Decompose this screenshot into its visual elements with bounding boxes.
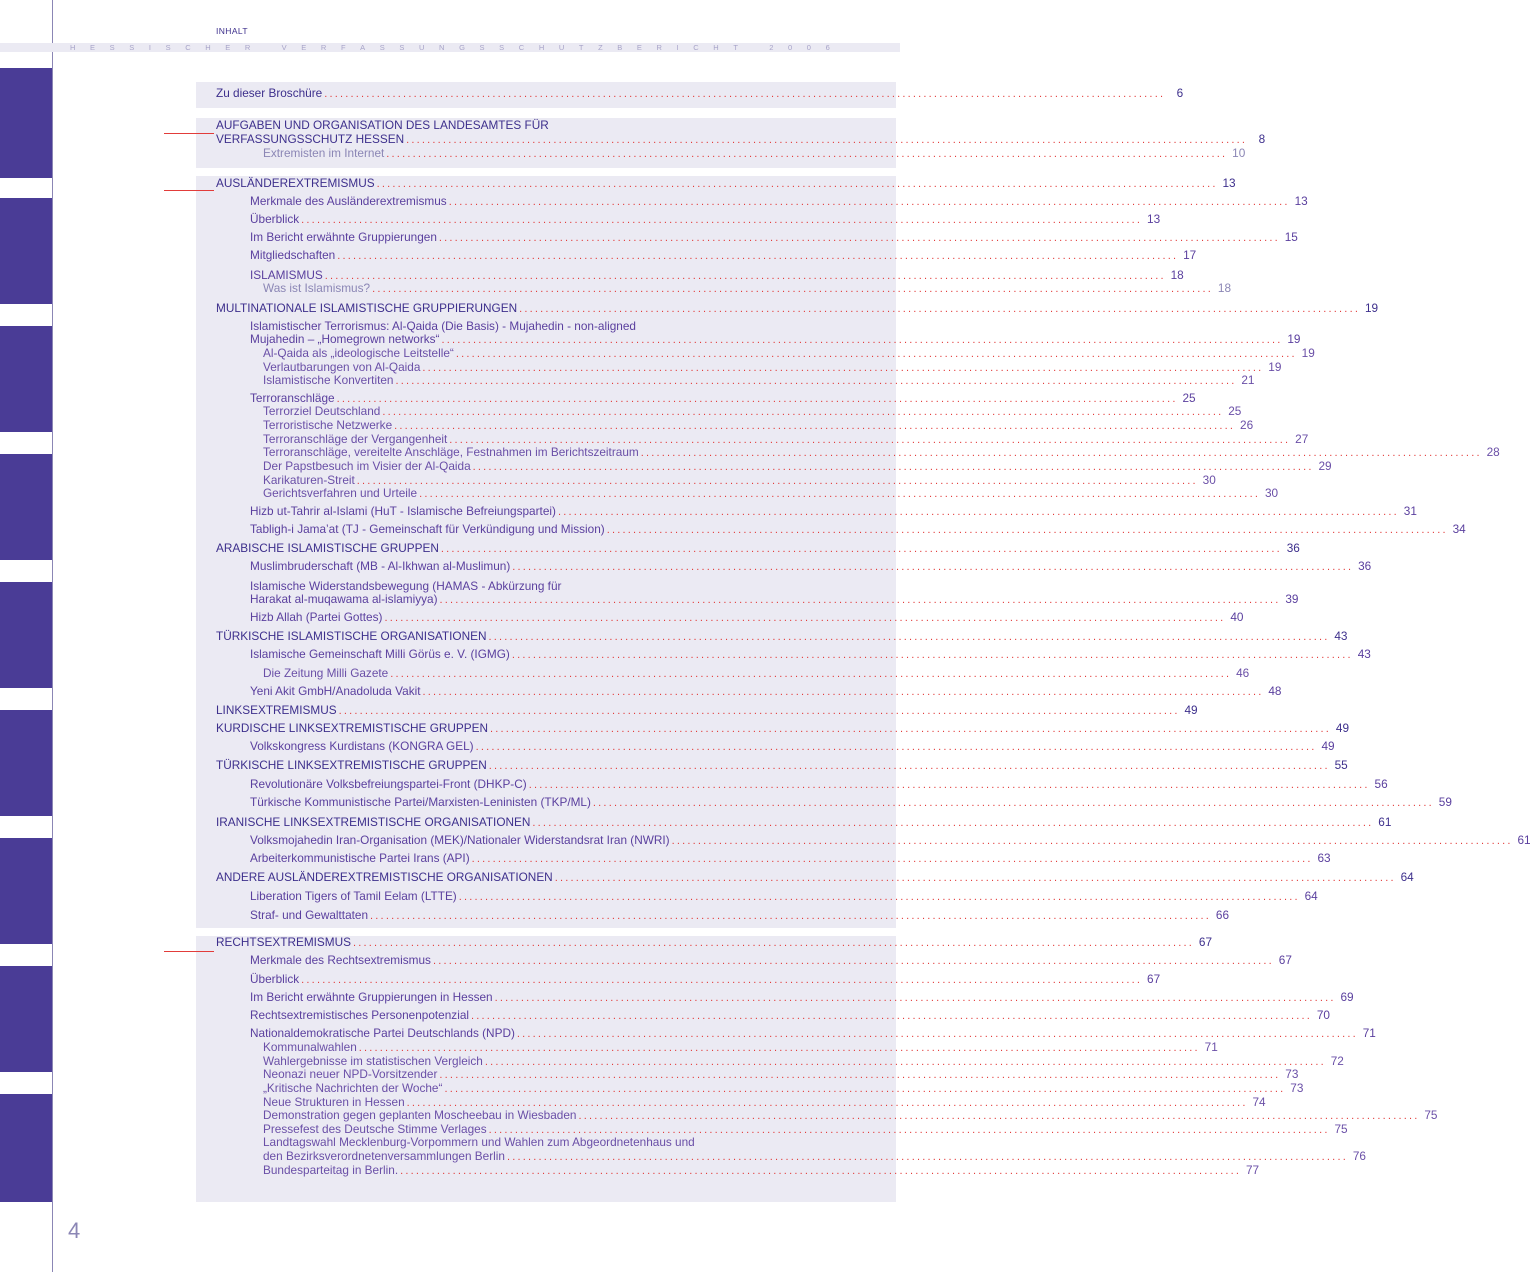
toc-leader-dots: ................................................................................................................................................................ [532, 817, 1374, 829]
toc-entry-title: Harakat al-muqawama al-islamiyya) [250, 592, 438, 606]
toc-entry[interactable] [250, 889, 1318, 904]
toc-entry[interactable] [216, 815, 1392, 830]
toc-entry-title: Straf- und Gewalttaten [250, 908, 369, 922]
toc-entry-title: Merkmale des Rechtsextremismus [250, 953, 431, 967]
toc-leader-dots: ................................................................................................................................................................ [606, 524, 1448, 536]
toc-entry-title: Neue Strukturen in Hessen [263, 1095, 405, 1109]
toc-entry[interactable] [250, 319, 760, 333]
toc-leader-dots: ................................................................................................................................................................ [494, 992, 1336, 1004]
toc-entry-title: Im Bericht erwähnte Gruppierungen [250, 230, 437, 244]
toc-leader-dots: ................................................................................................................................................................ [422, 686, 1264, 698]
toc-entry[interactable] [263, 1040, 1218, 1055]
toc-entry-title: Arbeiterkommunistische Partei Irans (API) [250, 851, 470, 865]
toc-leader-dots: ................................................................................................................................................................ [455, 348, 1297, 360]
toc-leader-dots: ................................................................................................................................................................ [488, 760, 1330, 772]
toc-entry[interactable] [250, 684, 1282, 699]
toc-page-number: 74 [1252, 1095, 1266, 1109]
toc-entry-title: Tabligh-i Jama’at (TJ - Gemeinschaft für Verkündigung und Mission) [250, 522, 605, 536]
toc-page-number: 64 [1304, 889, 1318, 903]
toc-leader-dots: ................................................................................................................................................................ [382, 406, 1224, 418]
toc-entry-title: Die Zeitung Milli Gazete [263, 666, 389, 680]
toc-entry-title: Islamische Gemeinschaft Milli Görüs e. V. (IGMG) [250, 647, 510, 661]
toc-entry[interactable] [263, 418, 1254, 433]
toc-entry-title: RECHTSEXTREMISMUS [216, 935, 352, 949]
toc-entry-title: Islamistische Konvertiten [263, 373, 394, 387]
toc-entry-title: Nationaldemokratische Partei Deutschlands (NPD) [250, 1026, 515, 1040]
toc-leader-dots: ................................................................................................................................................................ [384, 612, 1226, 624]
toc-page-number: 67 [1278, 953, 1292, 967]
toc-leader-dots: ................................................................................................................................................................ [422, 362, 1264, 374]
running-title: H E S S I S C H E R V E R F A S S U N G S S C H U T Z B E R I C H T 2 0 0 6 [70, 43, 830, 52]
toc-entry[interactable] [250, 647, 1371, 662]
toc-entry-title: Revolutionäre Volksbefreiungspartei-Front (DHKP-C) [250, 777, 527, 791]
toc-entry[interactable] [263, 404, 1242, 419]
toc-leader-dots: ................................................................................................................................................................ [432, 955, 1274, 967]
toc-entry[interactable] [250, 833, 1531, 848]
toc-entry-title: Liberation Tigers of Tamil Eelam (LTTE) [250, 889, 457, 903]
toc-page-number: 36 [1286, 541, 1300, 555]
toc-page-number: 6 [1176, 86, 1184, 100]
toc-entry[interactable] [250, 522, 1466, 537]
toc-entry-title: Landtagswahl Mecklenburg-Vorpommern und Wahlen zum Abgeordnetenhaus und [263, 1135, 695, 1149]
toc-entry[interactable] [263, 146, 1246, 161]
toc-entry-title: Was ist Islamismus? [263, 281, 371, 295]
toc-leader-dots: ................................................................................................................................................................ [488, 631, 1330, 643]
toc-entry[interactable] [250, 559, 1372, 574]
page-number: 4 [68, 1218, 81, 1243]
toc-entry[interactable] [263, 486, 1279, 501]
toc-entry-title: Muslimbruderschaft (MB - Al-Ikhwan al-Muslimun) [250, 559, 511, 573]
toc-page-number: 55 [1334, 758, 1348, 772]
toc-page-number: 59 [1438, 795, 1452, 809]
toc-leader-dots: ................................................................................................................................................................ [438, 232, 1280, 244]
toc-leader-dots: ................................................................................................................................................................ [441, 334, 1283, 346]
toc-entry-title: Zu dieser Broschüre [216, 86, 323, 100]
toc-entry[interactable] [216, 758, 1348, 773]
toc-page-number: 27 [1295, 432, 1309, 446]
toc-entry[interactable] [263, 1149, 1366, 1164]
toc-entry-title: „Kritische Nachrichten der Woche“ [263, 1081, 443, 1095]
toc-entry-title: Der Papstbesuch im Visier der Al-Qaida [263, 459, 471, 473]
toc-page-number: 30 [1202, 473, 1216, 487]
toc-page-number: 61 [1378, 815, 1392, 829]
toc-leader-dots: ................................................................................................................................................................ [301, 974, 1143, 986]
toc-entry-title: Volksmojahedin Iran-Organisation (MEK)/Nationaler Widerstandsrat Iran (NWRI) [250, 833, 670, 847]
toc-page-number: 25 [1182, 391, 1196, 405]
toc-page-number: 72 [1330, 1054, 1344, 1068]
toc-entry[interactable] [216, 870, 1414, 885]
toc-page-number: 40 [1230, 610, 1244, 624]
toc-page-number: 15 [1284, 230, 1298, 244]
toc-entry-title: AUSLÄNDEREXTREMISMUS [216, 176, 375, 190]
toc-entry-title: Terroranschläge [250, 391, 335, 405]
toc-entry[interactable] [250, 1026, 1376, 1041]
toc-entry[interactable] [263, 1163, 1260, 1178]
toc-entry[interactable] [216, 721, 1350, 736]
toc-entry-title: Islamistischer Terrorismus: Al-Qaida (Die Basis) - Mujahedin - non-aligned [250, 319, 636, 333]
toc-entry[interactable] [263, 281, 1232, 296]
toc-entry-title: Neonazi neuer NPD-Vorsitzender [263, 1067, 438, 1081]
toc-entry-title: Rechtsextremistisches Personenpotenzial [250, 1008, 470, 1022]
toc-page-number: 75 [1334, 1122, 1348, 1136]
toc-leader-dots: ................................................................................................................................................................ [472, 461, 1314, 473]
toc-entry-title: Terrorziel Deutschland [263, 404, 381, 418]
toc-leader-dots: ................................................................................................................................................................ [439, 1069, 1281, 1081]
toc-page-number: 49 [1184, 703, 1198, 717]
toc-entry-title: ISLAMISMUS [250, 268, 323, 282]
toc-entry[interactable] [263, 373, 1255, 388]
toc-leader-dots: ................................................................................................................................................................ [671, 835, 1513, 847]
toc-page-number: 49 [1335, 721, 1350, 735]
toc-entry-title: Terroristische Netzwerke [263, 418, 393, 432]
toc-leader-dots: ................................................................................................................................................................ [338, 705, 1180, 717]
toc-leader-dots: ................................................................................................................................................................ [440, 543, 1282, 555]
toc-entry-title: Mitgliedschaften [250, 248, 336, 262]
toc-entry-title: Bundesparteitag in Berlin. [263, 1163, 399, 1177]
toc-entry[interactable] [216, 935, 1213, 950]
toc-entry-title: Überblick [250, 212, 300, 226]
toc-leader-dots: ................................................................................................................................................................ [444, 1083, 1286, 1095]
toc-entry-title: Islamische Widerstandsbewegung (HAMAS - Abkürzung für [250, 579, 562, 593]
toc-entry-title: KURDISCHE LINKSEXTREMISTISCHE GRUPPEN [216, 721, 489, 735]
toc-entry-title: TÜRKISCHE LINKSEXTREMISTISCHE GRUPPEN [216, 758, 487, 772]
toc-page-number: 64 [1400, 870, 1414, 884]
toc-entry-title: Hizb ut-Tahrir al-Islami (HuT - Islamische Befreiungspartei) [250, 504, 556, 518]
toc-leader-dots: ................................................................................................................................................................ [519, 303, 1361, 315]
toc-entry[interactable] [250, 990, 1354, 1005]
toc-entry[interactable] [250, 248, 1197, 263]
toc-leader-dots: ................................................................................................................................................................ [358, 1042, 1200, 1054]
toc-entry[interactable] [250, 610, 1244, 625]
toc-page-number: 46 [1236, 666, 1250, 680]
toc-page-number: 19 [1287, 332, 1301, 346]
toc-entry-title: Überblick [250, 972, 300, 986]
toc-page-number: 21 [1241, 373, 1255, 387]
toc-leader-dots: ................................................................................................................................................................ [640, 447, 1482, 459]
toc-entry-title: Terroranschläge, vereitelte Anschläge, Festnahmen im Berichtszeitraum [263, 445, 639, 459]
toc-leader-dots: ................................................................................................................................................................ [372, 283, 1214, 295]
toc-leader-dots: ................................................................................................................................................................ [557, 506, 1399, 518]
toc-page-number: 29 [1318, 459, 1332, 473]
toc-leader-dots: ................................................................................................................................................................ [511, 649, 1353, 661]
toc-page-number: 34 [1452, 522, 1466, 536]
toc-entry[interactable] [250, 579, 760, 593]
toc-entry-title: Kommunalwahlen [263, 1040, 357, 1054]
toc-leader-dots: ................................................................................................................................................................ [475, 741, 1317, 753]
toc-leader-dots: ................................................................................................................................................................ [448, 196, 1290, 208]
toc-page-number: 18 [1217, 281, 1232, 295]
toc-leader-dots: ................................................................................................................................................................ [506, 1151, 1348, 1163]
toc-entry-title: Volkskongress Kurdistans (KONGRA GEL) [250, 739, 474, 753]
toc-page-number: 13 [1222, 176, 1236, 190]
toc-entry[interactable] [250, 972, 1161, 987]
toc-entry-title: MULTINATIONALE ISLAMISTISCHE GRUPPIERUNGEN [216, 301, 518, 315]
toc-entry[interactable] [263, 1135, 760, 1149]
toc-entry[interactable] [250, 795, 1452, 810]
toc-entry-title: Wahlergebnisse im statistischen Vergleich [263, 1054, 483, 1068]
toc-entry[interactable] [216, 176, 1236, 191]
toc-leader-dots: ................................................................................................................................................................ [406, 1097, 1248, 1109]
toc-entry[interactable] [263, 1067, 1299, 1082]
toc-entry[interactable] [250, 953, 1292, 968]
toc-page-number: 67 [1147, 972, 1161, 986]
toc-entry-title: ANDERE AUSLÄNDEREXTREMISTISCHE ORGANISATIONEN [216, 870, 553, 884]
toc-page-number: 76 [1352, 1149, 1366, 1163]
toc-leader-dots: ................................................................................................................................................................ [400, 1165, 1242, 1177]
toc-entry[interactable] [216, 132, 1266, 147]
toc-leader-dots: ................................................................................................................................................................ [458, 891, 1300, 903]
toc-page-number: 73 [1285, 1067, 1299, 1081]
toc-page-number: 19 [1364, 301, 1379, 315]
toc-leader-dots: ................................................................................................................................................................ [386, 148, 1228, 160]
toc-leader-dots: ................................................................................................................................................................ [484, 1056, 1326, 1068]
toc-entry-title: Mujahedin – „Homegrown networks“ [250, 332, 440, 346]
toc-entry[interactable] [250, 908, 1230, 923]
toc-entry-title: AUFGABEN UND ORGANISATION DES LANDESAMTES FÜR [216, 118, 549, 132]
toc-page-number: 13 [1294, 194, 1308, 208]
section-label: INHALT [216, 26, 248, 36]
toc-entry[interactable] [250, 332, 1301, 347]
toc-page-number: 28 [1486, 445, 1500, 459]
toc-entry-title: Merkmale des Ausländerextremismus [250, 194, 447, 208]
toc-entry-title: Gerichtsverfahren und Urteile [263, 486, 418, 500]
toc-page-number: 25 [1228, 404, 1242, 418]
toc-entry-title: Pressefest des Deutsche Stimme Verlages [263, 1122, 487, 1136]
toc-leader-dots: ................................................................................................................................................................ [324, 270, 1166, 282]
toc-entry[interactable] [263, 459, 1332, 474]
toc-leader-dots: ................................................................................................................................................................ [390, 668, 1232, 680]
toc-leader-dots: ................................................................................................................................................................ [449, 434, 1291, 446]
toc-leader-dots: ................................................................................................................................................................ [490, 723, 1332, 735]
toc-entry-title: Extremisten im Internet [263, 146, 385, 160]
toc-page-number: 31 [1403, 504, 1417, 518]
toc-entry[interactable] [216, 703, 1198, 718]
toc-page-number: 18 [1170, 268, 1184, 282]
toc-entry-title: Hizb Allah (Partei Gottes) [250, 610, 383, 624]
toc-entry[interactable] [250, 212, 1161, 227]
toc-page-number: 71 [1362, 1026, 1376, 1040]
toc-entry[interactable] [216, 118, 760, 132]
toc-leader-dots: ................................................................................................................................................................ [394, 420, 1236, 432]
toc-entry-title: Verlautbarungen von Al-Qaida [263, 360, 421, 374]
toc-entry[interactable] [250, 1008, 1330, 1023]
toc-leader-dots: ................................................................................................................................................................ [337, 250, 1179, 262]
toc-entry[interactable] [250, 194, 1308, 209]
toc-leader-dots: ................................................................................................................................................................ [488, 1124, 1330, 1136]
toc-page-number: 26 [1240, 418, 1254, 432]
toc-leader-dots: ................................................................................................................................................................ [512, 561, 1354, 573]
toc-entry[interactable] [263, 346, 1315, 361]
toc-leader-dots: ................................................................................................................................................................ [528, 779, 1370, 791]
toc-leader-dots: ................................................................................................................................................................ [419, 488, 1261, 500]
toc-leader-dots: ................................................................................................................................................................ [471, 853, 1313, 865]
toc-entry[interactable] [250, 504, 1417, 519]
toc-entry[interactable] [250, 739, 1335, 754]
toc-entry[interactable] [216, 86, 1184, 101]
toc-leader-dots: ................................................................................................................................................................ [578, 1110, 1420, 1122]
toc-page-number: 61 [1517, 833, 1531, 847]
toc-page-number: 43 [1357, 647, 1371, 661]
toc-entry-title: Karikaturen-Streit [263, 473, 355, 487]
toc-entry[interactable] [263, 1108, 1438, 1123]
toc-entry[interactable] [250, 592, 1299, 607]
toc-page-number: 56 [1374, 777, 1388, 791]
toc-entry-title: LINKSEXTREMISMUS [216, 703, 337, 717]
toc-leader-dots: ................................................................................................................................................................ [301, 214, 1143, 226]
toc-page-number: 39 [1285, 592, 1299, 606]
toc-page-number: 77 [1245, 1163, 1260, 1177]
toc-leader-dots: ................................................................................................................................................................ [336, 393, 1178, 405]
toc-page-number: 13 [1147, 212, 1161, 226]
toc-page-number: 67 [1198, 935, 1213, 949]
toc-entry-title: VERFASSUNGSSCHUTZ HESSEN [216, 132, 405, 146]
toc-page-number: 75 [1424, 1108, 1438, 1122]
toc-entry[interactable] [216, 629, 1348, 644]
toc-page-number: 8 [1258, 132, 1266, 146]
toc-page-number: 69 [1340, 990, 1354, 1004]
toc-entry[interactable] [263, 666, 1250, 681]
toc-entry-title: Türkische Kommunistische Partei/Marxisten-Leninisten (TKP/ML) [250, 795, 591, 809]
toc-page-number: 43 [1334, 629, 1348, 643]
toc-leader-dots: ................................................................................................................................................................ [592, 797, 1434, 809]
toc-entry[interactable] [263, 445, 1500, 460]
toc-page-number: 36 [1358, 559, 1372, 573]
toc-entry-title: TÜRKISCHE ISLAMISTISCHE ORGANISATIONEN [216, 629, 487, 643]
toc-leader-dots: ................................................................................................................................................................ [554, 872, 1396, 884]
toc-entry[interactable] [250, 230, 1298, 245]
toc-entry-title: den Bezirksverordnetenversammlungen Berlin [263, 1149, 505, 1163]
toc-leader-dots: ................................................................................................................................................................ [439, 594, 1281, 606]
toc-leader-dots: ................................................................................................................................................................ [356, 475, 1198, 487]
toc-page-number: 19 [1268, 360, 1282, 374]
toc-leader-dots: ................................................................................................................................................................ [395, 375, 1237, 387]
toc-entry-title: ARABISCHE ISLAMISTISCHE GRUPPEN [216, 541, 439, 555]
toc-entry[interactable] [216, 541, 1300, 556]
toc-page-number: 66 [1215, 908, 1230, 922]
toc-page-number: 17 [1183, 248, 1197, 262]
toc-leader-dots: ................................................................................................................................................................ [370, 910, 1212, 922]
toc-leader-dots: ................................................................................................................................................................ [471, 1010, 1312, 1022]
toc-leader-dots: ................................................................................................................................................................ [406, 134, 1248, 146]
toc-leader-dots: ................................................................................................................................................................ [324, 88, 1166, 100]
toc-entry[interactable] [250, 777, 1388, 792]
toc-page-number: 63 [1317, 851, 1331, 865]
toc-entry-title: IRANISCHE LINKSEXTREMISTISCHE ORGANISATIONEN [216, 815, 531, 829]
toc-entry-title: Yeni Akit GmbH/Anadoluda Vakit [250, 684, 421, 698]
toc-leader-dots: ................................................................................................................................................................ [353, 937, 1195, 949]
toc-entry-title: Al-Qaida als „ideologische Leitstelle“ [263, 346, 454, 360]
toc-entry[interactable] [216, 301, 1379, 316]
toc-entry-title: Im Bericht erwähnte Gruppierungen in Hessen [250, 990, 493, 1004]
toc-page-number: 10 [1232, 146, 1246, 160]
toc-leader-dots: ................................................................................................................................................................ [376, 178, 1218, 190]
toc-entry[interactable] [250, 851, 1331, 866]
toc-entry[interactable] [263, 1081, 1304, 1096]
toc-page-number: 49 [1321, 739, 1335, 753]
toc-page-number: 70 [1316, 1008, 1330, 1022]
toc-page-number: 30 [1264, 486, 1279, 500]
toc-entry-title: Demonstration gegen geplanten Moscheebau in Wiesbaden [263, 1108, 577, 1122]
toc-page-number: 48 [1268, 684, 1282, 698]
toc-page-number: 19 [1301, 346, 1315, 360]
toc-page-number: 71 [1204, 1040, 1218, 1054]
toc-page-number: 73 [1290, 1081, 1304, 1095]
toc-entry-title: Terroranschläge der Vergangenheit [263, 432, 448, 446]
toc-leader-dots: ................................................................................................................................................................ [516, 1028, 1358, 1040]
